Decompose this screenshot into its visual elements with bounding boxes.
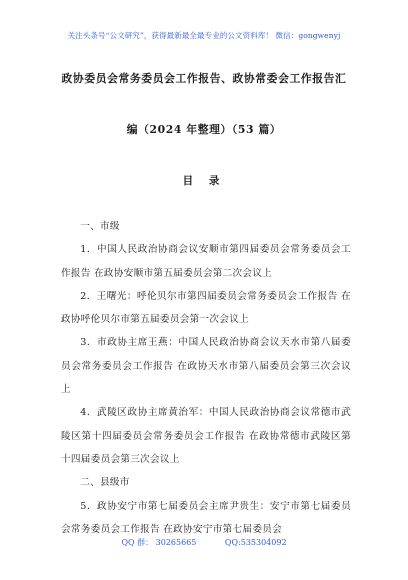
document-title-line-1: 政协委员会常务委员会工作报告、政协常委会工作报告汇: [61, 72, 347, 85]
promo-banner: 关注头条号“公文研究”，获得最新最全最专业的公文资料库！ 微信：gongwenyj: [67, 31, 341, 40]
toc-entry: 5．政协安宁市第七届委员会主席尹贵生：安宁市第七届委员会常务委员会工作报告 在政协安宁市第七届委员会: [61, 500, 351, 535]
toc-section-heading: 一、市级: [80, 221, 120, 232]
toc-heading: 目 录: [182, 175, 226, 187]
toc-entry: 1．中国人民政治协商会议安顺市第四届委员会常务委员会工作报告 在政协安顺市第五届委员会第二次会议上: [61, 244, 351, 279]
toc-entry: 2．王曙光：呼伦贝尔市第四届委员会常务委员会工作报告 在政协呼伦贝尔市第五届委员会第一次会议上: [61, 290, 351, 326]
footer-contact: [0, 537, 408, 548]
toc-entry: 3．市政协主席王燕：中国人民政治协商会议天水市第八届委员会常务委员会工作报告 在政协天水市第八届委员会第三次会议上: [61, 337, 351, 396]
qq-group-text: QQ 群： 30265665: [121, 538, 197, 547]
toc-entry: 4．武陵区政协主席黄治军：中国人民政治协商会议常德市武陵区第十四届委员会常务委员会工作报告 在政协常德市武陵区第十四届委员会第三次会议上: [61, 407, 351, 465]
toc-section-heading: 二、县级市: [80, 477, 130, 489]
toc-list: [61, 215, 351, 541]
qq-text: QQ:535304092: [224, 538, 287, 547]
document-title-line-2: 编（2024 年整理）（53 篇）: [126, 123, 282, 136]
